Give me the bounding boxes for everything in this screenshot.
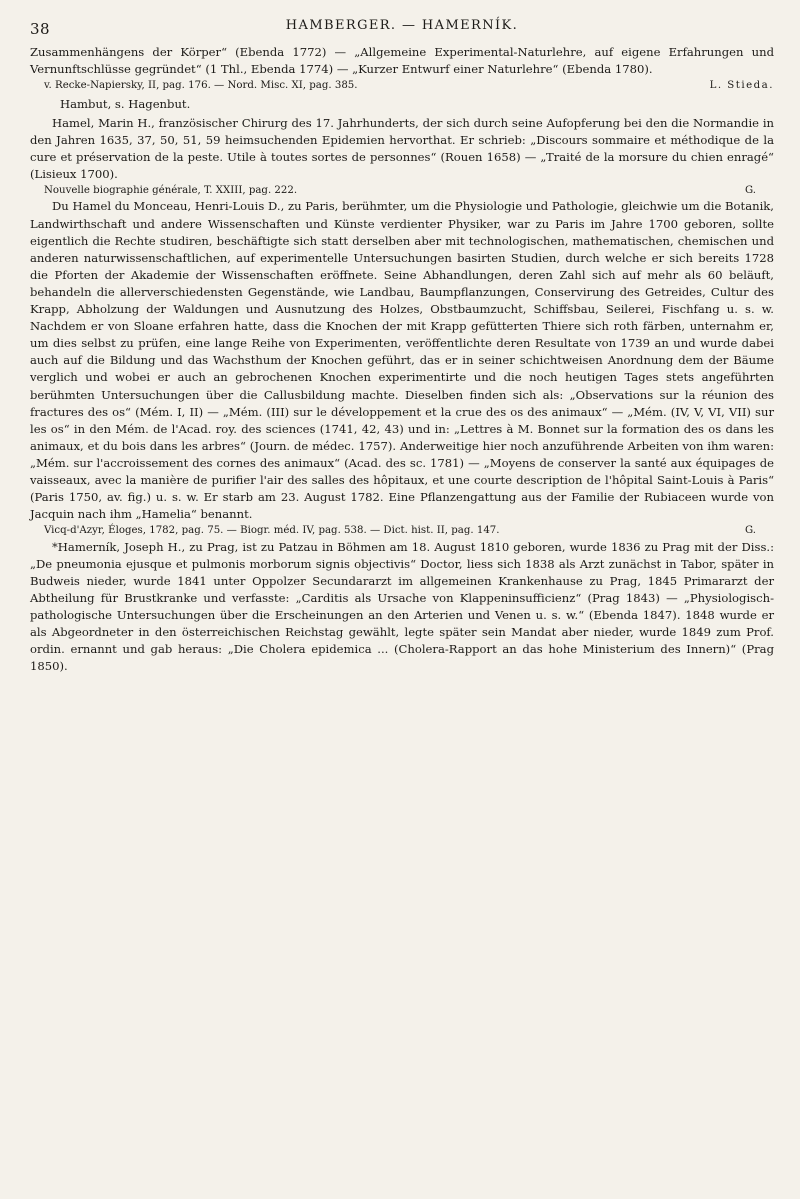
entry-hamernik: *Hamerník, Joseph H., zu Prag, ist zu Patzau in Böhmen am 18. August 1810 geboren, wurde 1836 zu Prag mit der Diss.: „De pneumonia ejusque et pulmonis morborum signis objectivis“ Doctor, liess sich 1838 als Arzt zunächst in Tabor, später in Budweis nieder, wurde 1841 unter Oppolzer Secundararzt im allgemeinen Krankenhause zu Prag, 1845 Primararzt der Abtheilung für Brustkranke und verfasste: „Carditis als Ursache von Klappeninsufficienz“ (Prag 1843) — „Physiologisch-pathologische Untersuchungen über die Erscheinungen an den Arterien und Venen u. s. w.“ (Ebenda 1847). 1848 wurde er als Abgeordneter in den österreichischen Reichstag gewählt, legte später sein Mandat aber nieder, wurde 1849 zum Prof. ordin. ernannt und gab heraus: „Die Cholera epidemica ... (Cholera-Rapport an das hohe Ministerium des Innern)“ (Prag 1850). xyxy=(30,539,774,674)
source-reference: Nouvelle biographie générale, T. XXIII, pag. 222. xyxy=(44,185,298,197)
running-head xyxy=(30,14,774,44)
cross-reference-hambut: Hambut, s. Hagenbut. xyxy=(60,96,191,111)
entry-du-hamel-du-monceau: Du Hamel du Monceau, Henri-Louis D., zu Paris, berühmter, um die Physiologie und Pathologie, gleichwie um die Botanik, Landwirthschaft und andere Wissenschaften und Künste verdienter Physiker, war zu Paris im Jahre 1700 geboren, sollte eigentlich die Rechte studiren, beschäftigte sich statt derselben aber mit technologischen, mathematischen, chemischen und anderen naturwissenschaftlichen, auf experimentelle Untersuchungen basirten Studien, durch welche er sich bereits 1728 die Pforten der Akademie der Wissenschaften eröffnete. Seine Abhandlungen, deren Zahl sich auf mehr als 60 beläuft, behandeln die allerverschiedensten Gegenstände, wie Landbau, Baumpflanzungen, Conservirung des Getreides, Cultur des Krapp, Abholzung der Waldungen und Ausnutzung des Holzes, Obstbaumzucht, Schiffsbau, Seilerei, Fischfang u. s. w. Nachdem er von Sloane erfahren hatte, dass die Knochen der mit Krapp gefütterten Thiere sich roth färben, unternahm er, um dies selbst zu prüfen, eine lange Reihe von Experimenten, veröffentlichte deren Resultate von 1739 an und wurde dabei auch auf die Bildung und das Wachsthum der Knochen geführt, das er in seiner schichtweisen Anordnung dem der Bäume verglich und wobei er auch an gebrochenen Knochen experimentirte und die noch heutigen Tages stets angeführten berühmten Untersuchungen über die Callusbildung machte. Dieselben finden sich als: „Observations sur la réunion des fractures des os“ (Mém. I, II) — „Mém. (III) sur le développement et la crue des os des animaux“ — „Mém. (IV, V, VI, VII) sur les os“ in den Mém. de l'Acad. roy. des sciences (1741, 42, 43) und in: „Lettres à M. Bonnet sur la formation des os dans les animaux, et du bois dans les arbres“ (Journ. de médec. 1757). Anderweitige hier noch anzuführende Arbeiten von ihm waren: „Mém. sur l'accroissement des cornes des animaux“ (Acad. des sc. 1781) — „Moyens de conserver la santé aux équipages de vaisseaux, avec la manière de purifier l'air des salles des hôpitaux, et une courte description de l'hôpital Saint-Louis à Paris“ (Paris 1750, av. fig.) u. s. w. Er starb am 23. August 1782. Eine Pflanzengattung aus der Familie der Rubiaceen wurde von Jacquin nach ihm „Hamelia“ benannt. xyxy=(30,199,774,522)
entry-hamberger-continued: Zusammenhängens der Körper“ (Ebenda 1772) — „Allgemeine Experimental-Naturlehre, auf eigene Erfahrungen und Vernunftschlüsse gegründet“ (1 Thl., Ebenda 1774) — „Kurzer Entwurf einer Naturlehre“ (Ebenda 1780). xyxy=(30,45,774,77)
page-number: 38 xyxy=(30,20,51,38)
source-author: G. xyxy=(744,525,756,537)
entry-du-hamel-source xyxy=(44,523,774,538)
entry-hamberger-source xyxy=(44,78,774,93)
source-reference: Vicq-d'Azyr, Éloges, 1782, pag. 75. — Biogr. méd. IV, pag. 538. — Dict. hist. II, pag. 147. xyxy=(44,525,500,537)
entry-hamel: Hamel, Marin H., französischer Chirurg des 17. Jahrhunderts, der sich durch seine Aufopferung bei den die Normandie in den Jahren 1635, 37, 50, 51, 59 heimsuchenden Epidemien hervorthat. Er schrieb: „Discours sommaire et méthodique de la cure et préservation de la peste. Utile à toutes sortes de personnes“ (Rouen 1658) — „Traité de la morsure du chien enragé“ (Lisieux 1700). xyxy=(30,115,774,181)
source-reference: v. Recke-Napiersky, II, pag. 176. — Nord. Misc. XI, pag. 385. xyxy=(44,80,358,92)
entry-hamel-source xyxy=(44,183,774,198)
source-author: L. Stieda. xyxy=(709,80,774,92)
source-author: G. xyxy=(744,185,756,197)
page-body xyxy=(30,44,774,675)
running-head-title: HAMBERGER. — HAMERNÍK. xyxy=(285,18,519,33)
